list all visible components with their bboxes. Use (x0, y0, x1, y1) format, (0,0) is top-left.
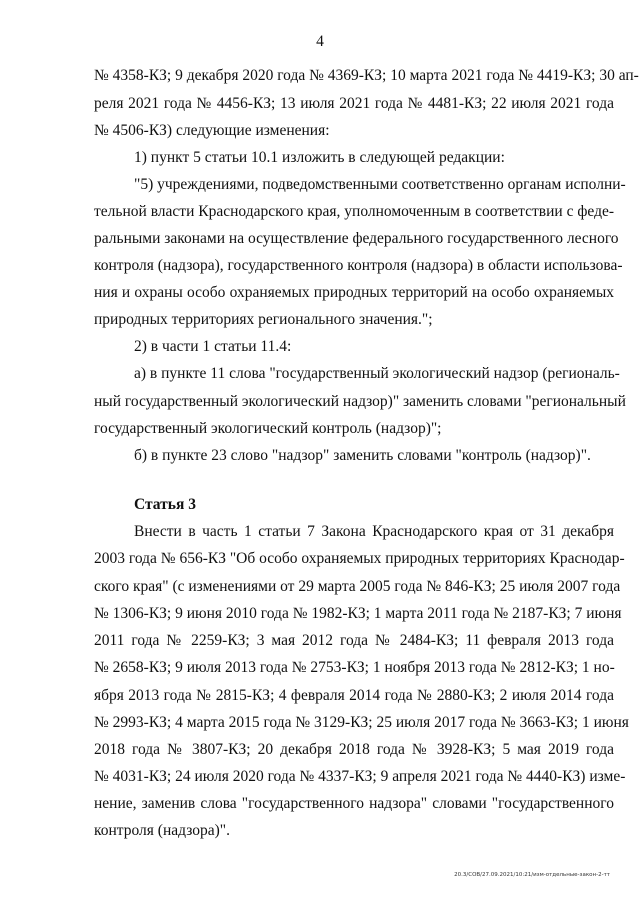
text-line: № 4506-КЗ) следующие изменения: (94, 122, 330, 139)
text-line: государственный экологический контроль (надзор)"; (94, 420, 442, 437)
text-line: 1) пункт 5 статьи 10.1 изложить в следующей редакции: (134, 149, 505, 166)
text-line: контроля (надзора)". (94, 822, 230, 839)
text-line: тельной власти Краснодарского края, уполномоченным в соответствии с феде- (94, 203, 614, 220)
text-line: 2018 года № 3807-КЗ; 20 декабря 2018 года № 3928-КЗ; 5 мая 2019 года (94, 741, 614, 758)
text-line: № 1306-КЗ; 9 июня 2010 года № 1982-КЗ; 1 марта 2011 года № 2187-КЗ; 7 июня (94, 605, 622, 622)
text-line: ральными законами на осуществление федерального государственного лесного (94, 230, 619, 247)
text-line: контроля (надзора), государственного контроля (надзора) в области использова- (94, 257, 623, 274)
text-line: 2011 года № 2259-КЗ; 3 мая 2012 года № 2484-КЗ; 11 февраля 2013 года (94, 632, 614, 649)
text-line: 2003 года № 656-КЗ "Об особо охраняемых природных территориях Краснодар- (94, 550, 625, 567)
text-line: природных территориях регионального значения."; (94, 311, 433, 328)
page-number: 4 (316, 33, 324, 50)
text-line: "5) учреждениями, подведомственными соответственно органам исполни- (134, 176, 626, 193)
text-line: б) в пункте 23 слово "надзор" заменить словами "контроль (надзор)". (134, 447, 591, 464)
text-line: ния и охраны особо охраняемых природных территорий на особо охраняемых (94, 284, 614, 301)
text-line: нение, заменив слова "государственного надзора" словами "государственного (94, 795, 614, 812)
text-line: ского края" (с изменениями от 29 марта 2005 года № 846-КЗ; 25 июля 2007 года (94, 578, 621, 595)
text-line: № 2993-КЗ; 4 марта 2015 года № 3129-КЗ; 25 июля 2017 года № 3663-КЗ; 1 июня (94, 714, 629, 731)
text-line: № 4031-КЗ; 24 июля 2020 года № 4337-КЗ; 9 апреля 2021 года № 4440-КЗ) изме- (94, 768, 626, 785)
text-line: реля 2021 года № 4456-КЗ; 13 июля 2021 года № 4481-КЗ; 22 июля 2021 года (94, 95, 614, 112)
text-line: № 4358-КЗ; 9 декабря 2020 года № 4369-КЗ; 10 марта 2021 года № 4419-КЗ; 30 ап- (94, 67, 639, 84)
text-line: 2) в части 1 статьи 11.4: (134, 338, 292, 355)
document-code: 20.3/СОВ/27.09.2021/10:21/изм-отдельные-закон-2-тт (454, 872, 610, 878)
text-line: ября 2013 года № 2815-КЗ; 4 февраля 2014 года № 2880-КЗ; 2 июля 2014 года (94, 687, 614, 704)
text-line: ный государственный экологический надзор)" заменить словами "региональный (94, 393, 626, 410)
text-line: № 2658-КЗ; 9 июля 2013 года № 2753-КЗ; 1 ноября 2013 года № 2812-КЗ; 1 но- (94, 659, 615, 676)
text-line: Внести в часть 1 статьи 7 Закона Краснодарского края от 31 декабря (134, 523, 614, 540)
text-line: а) в пункте 11 слова "государственный экологический надзор (региональ- (134, 365, 620, 382)
article-heading: Статья 3 (134, 496, 196, 513)
